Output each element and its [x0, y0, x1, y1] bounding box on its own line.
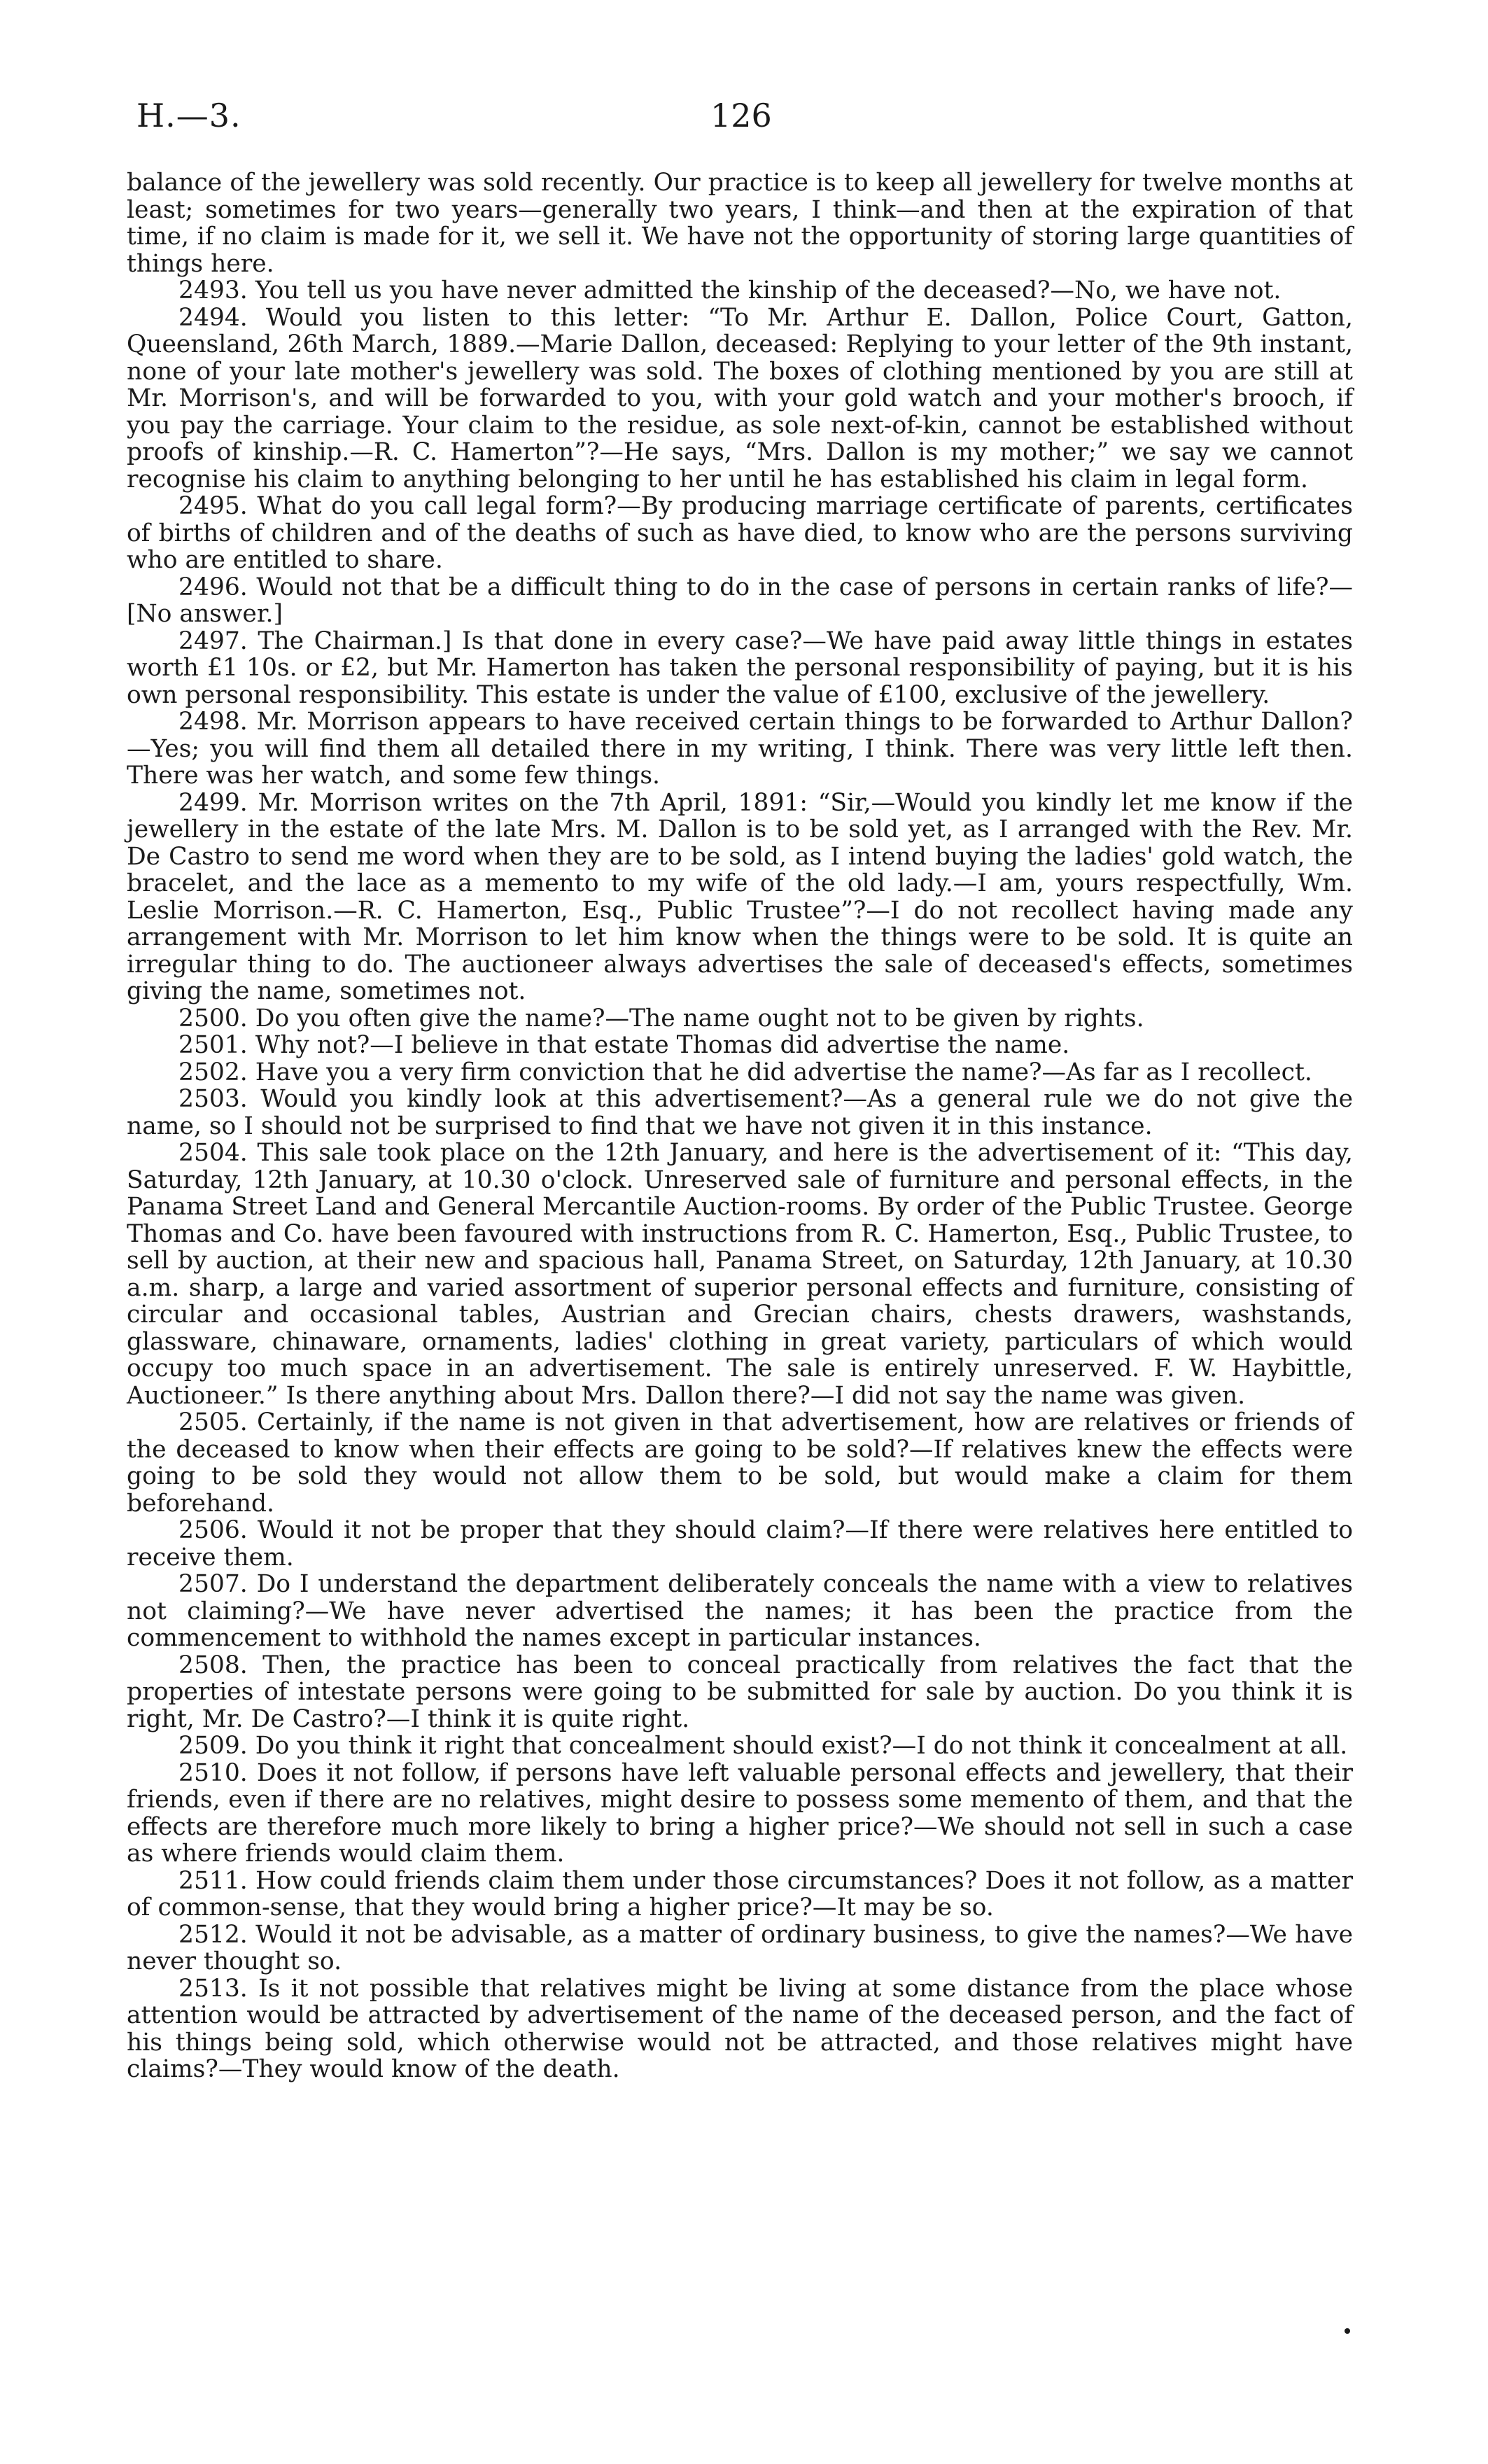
question-2495: 2495. What do you call legal form?—By producing marriage certificate of parents, certificates of births of children and of the deaths of such as have died, to know who are the persons surviving who are entitled to share.: [127, 492, 1353, 574]
question-2510: 2510. Does it not follow, if persons have left valuable personal effects and jewellery, that their friends, even if there are no relatives, might desire to possess some memento of them, and that the effects are therefore much more likely to bring a higher price?—We should not sell in such a case as where friends would claim them.: [127, 1758, 1353, 1868]
question-2503: 2503. Would you kindly look at this advertisement?—As a general rule we do not give the name, so I should not be surprised to find that we have not given it in this instance.: [127, 1085, 1353, 1140]
page-header: [136, 97, 1354, 139]
page-number: 126: [710, 97, 772, 134]
question-2498: 2498. Mr. Morrison appears to have received certain things to be forwarded to Arthur Dallon?—Yes; you will find them all detailed there in my writing, I think. There was very little left then. There was her watch, and some few things.: [127, 708, 1353, 790]
question-2493: 2493. You tell us you have never admitted the kinship of the deceased?—No, we have not.: [178, 276, 1282, 304]
question-2500: 2500. Do you often give the name?—The name ought not to be given by rights.: [178, 1004, 1144, 1032]
question-2512: 2512. Would it not be advisable, as a matter of ordinary business, to give the names?—We have never thought so.: [127, 1920, 1353, 1975]
question-2501: 2501. Why not?—I believe in that estate Thomas did advertise the name.: [178, 1031, 1070, 1059]
question-2513: 2513. Is it not possible that relatives might be living at some distance from the place whose attention would be attracted by advertisement of the name of the deceased person, and the fact of his things being sold, which otherwise would not be attracted, and those relatives might have claims?—They would know of the death.: [127, 1974, 1353, 2083]
question-2506: 2506. Would it not be proper that they should claim?—If there were relatives here entitled to receive them.: [127, 1516, 1353, 1572]
question-2504: 2504. This sale took place on the 12th January, and here is the advertisement of it: “This day, Saturday, 12th January, at 10.30 o'clock. Unreserved sale of furniture and personal effects, in the Panama Street Land and General Mercantile Auction-rooms. By order of the Public Trustee. George Thomas and Co. have been favoured with instructions from R. C. Hamerton, Esq., Public Trustee, to sell by auction, at their new and spacious hall, Panama Street, on Saturday, 12th January, at 10.30 a.m. sharp, a large and varied assortment of superior personal effects and furniture, consisting of circular and occasional tables, Austrian and Grecian chairs, chests drawers, washstands, glassware, chinaware, ornaments, ladies' clothing in great variety, particulars of which would occupy too much space in an advertisement. The sale is entirely unreserved. F. W. Haybittle, Auctioneer.” Is there anything about Mrs. Dallon there?—I did not say the name was given.: [127, 1139, 1353, 1410]
question-2508: 2508. Then, the practice has been to conceal practically from relatives the fact that the properties of intestate persons were going to be submitted for sale by auction. Do you think it is right, Mr. De Castro?—I think it is quite right.: [127, 1651, 1353, 1733]
question-2505: 2505. Certainly, if the name is not given in that advertisement, how are relatives or friends of the deceased to know when their effects are going to be sold?—If relatives knew the effects were going to be sold they would not allow them to be sold, but would make a claim for them beforehand.: [127, 1408, 1353, 1518]
question-2494: 2494. Would you listen to this letter: “To Mr. Arthur E. Dallon, Police Court, Gatton, Queensland, 26th March, 1889.—Marie Dallon, deceased: Replying to your letter of the 9th instant, none of your late mother's jewellery was sold. The boxes of clothing mentioned by you are still at Mr. Morrison's, and will be forwarded to you, with your gold watch and your mother's brooch, if you pay the carriage. Your claim to the residue, as sole next-of-kin, cannot be established without proofs of kinship.—R. C. Hamerton”?—He says, “Mrs. Dallon is my mother;” we say we cannot recognise his claim to anything belonging to her until he has established his claim in legal form.: [127, 303, 1353, 493]
document-reference: H.—3.: [136, 97, 241, 134]
question-2497: 2497. The Chairman.] Is that done in every case?—We have paid away little things in estates worth £1 10s. or £2, but Mr. Hamerton has taken the personal responsibility of paying, but it is his own personal responsibility. This estate is under the value of £100, exclusive of the jewellery.: [127, 626, 1353, 709]
paragraph-continuation: balance of the jewellery was sold recently. Our practice is to keep all jewellery for twelve months at least; sometimes for two years—generally two years, I think—and then at the expiration of that time, if no claim is made for it, we sell it. We have not the opportunity of storing large quantities of things here.: [127, 169, 1353, 278]
question-2499: 2499. Mr. Morrison writes on the 7th April, 1891: “Sir,—Would you kindly let me know if the jewellery in the estate of the late Mrs. M. Dallon is to be sold yet, as I arranged with the Rev. Mr. De Castro to send me word when they are to be sold, as I intend buying the ladies' gold watch, the bracelet, and the lace as a memento to my wife of the old lady.—I am, yours respectfully, Wm. Leslie Morrison.—R. C. Hamerton, Esq., Public Trustee”?—I do not recollect having made any arrangement with Mr. Morrison to let him know when the things were to be sold. It is quite an irregular thing to do. The auctioneer always advertises the sale of deceased's effects, sometimes giving the name, sometimes not.: [127, 788, 1353, 1005]
page-body: [127, 169, 1353, 2083]
question-2509: 2509. Do you think it right that concealment should exist?—I do not think it concealment at all.: [178, 1732, 1348, 1760]
question-2511: 2511. How could friends claim them under those circumstances? Does it not follow, as a matter of common-sense, that they would bring a higher price?—It may be so.: [127, 1866, 1353, 1921]
question-2496: 2496. Would not that be a difficult thing to do in the case of persons in certain ranks of life?—[No answer.]: [127, 573, 1353, 628]
question-2507: 2507. Do I understand the department deliberately conceals the name with a view to relatives not claiming?—We have never advertised the names; it has been the practice from the commencement to withhold the names except in particular instances.: [127, 1570, 1353, 1652]
question-2502: 2502. Have you a very firm conviction that he did advertise the name?—As far as I recollect.: [178, 1058, 1312, 1086]
ink-dot: [1345, 2328, 1350, 2334]
